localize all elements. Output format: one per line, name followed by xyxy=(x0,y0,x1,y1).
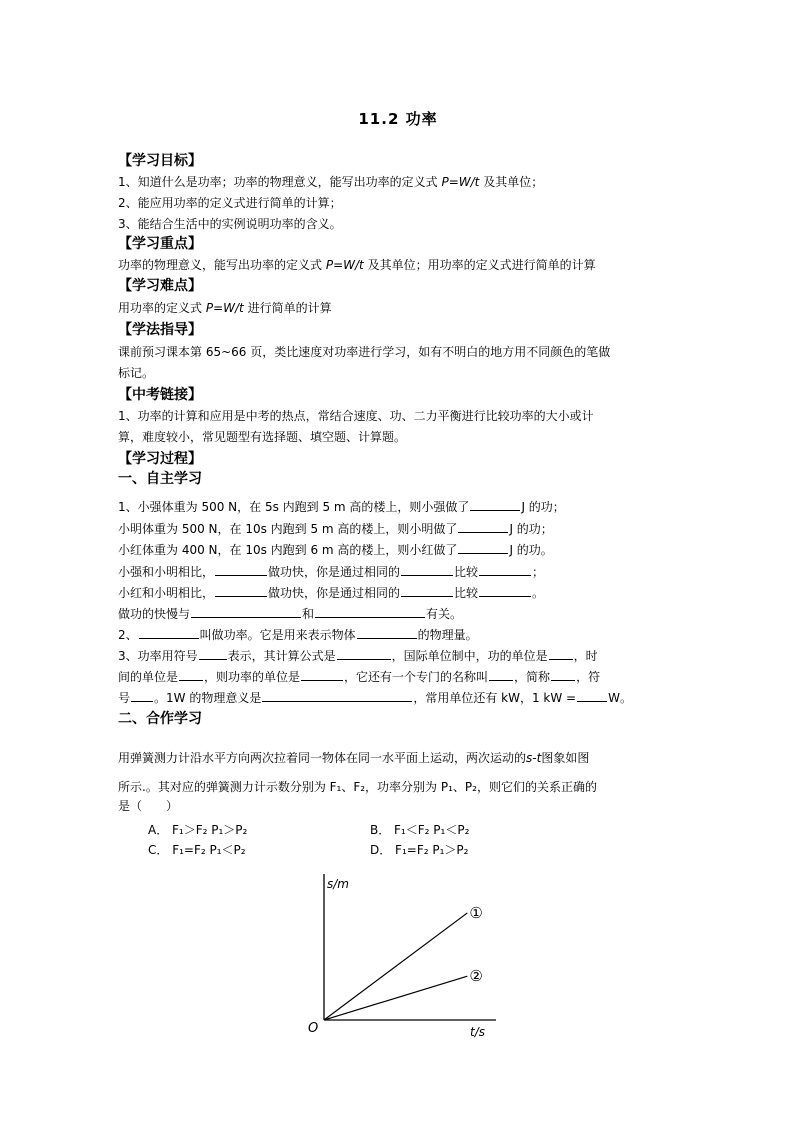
coop-question-line-1 xyxy=(118,750,589,766)
question-1a xyxy=(118,498,565,515)
q3a-c: ，国际单位制中，功的单位是 xyxy=(391,649,548,663)
exam-header: 【中考链接】 xyxy=(118,387,202,403)
answer-blank[interactable] xyxy=(458,541,508,554)
answer-blank[interactable] xyxy=(215,563,267,576)
q3a-b: 表示，其计算公式是 xyxy=(227,649,336,663)
q1a-unit: J 的功； xyxy=(521,500,565,514)
answer-blank[interactable] xyxy=(301,668,343,681)
q2-a: 2、 xyxy=(118,628,138,642)
difficulty-text-b: 进行简单的计算 xyxy=(247,301,332,315)
process-header: 【学习过程】 xyxy=(118,451,202,467)
answer-blank[interactable] xyxy=(401,584,453,597)
key-points-text-b: 及其单位；用功率的定义式进行简单的计算 xyxy=(367,258,596,272)
q3b-e: ，符 xyxy=(576,670,601,684)
answer-blank[interactable] xyxy=(479,563,531,576)
key-points-header: 【学习重点】 xyxy=(118,236,202,252)
compare-2-a: 小红和小明相比， xyxy=(118,586,215,600)
difficulty-text xyxy=(118,300,332,316)
q2-b: 叫做功率。它是用来表示物体 xyxy=(199,628,356,642)
speed-b: 和 xyxy=(302,607,315,621)
answer-blank[interactable] xyxy=(139,626,199,639)
series-label-2: ② xyxy=(469,967,483,986)
q1c-unit: J 的功。 xyxy=(509,543,553,557)
answer-blank[interactable] xyxy=(489,668,513,681)
objective-1 xyxy=(118,174,543,190)
x-axis-label: t/s xyxy=(470,1025,485,1039)
origin-label: O xyxy=(308,1021,319,1036)
compare-2-c: 比较 xyxy=(454,586,479,600)
choice-c[interactable]: C． F₁=F₂ P₁＜P₂ xyxy=(148,843,246,857)
question-3c xyxy=(118,689,632,706)
compare-1-d: ； xyxy=(532,565,545,579)
cooperation-heading: 二、合作学习 xyxy=(118,711,202,727)
difficulty-text-a: 用功率的定义式 xyxy=(118,301,203,315)
q3b-d: ，简称 xyxy=(514,670,551,684)
answer-blank[interactable] xyxy=(179,668,203,681)
answer-blank[interactable] xyxy=(315,605,425,618)
speed-a: 做功的快慢与 xyxy=(118,607,191,621)
coop-question-line-2: 所示.。其对应的弹簧测力计示数分别为 F₁、F₂，功率分别为 P₁、P₂，则它们的关系正确的 xyxy=(118,780,597,794)
method-header: 【学法指导】 xyxy=(118,322,202,338)
self-study-heading: 一、自主学习 xyxy=(118,471,202,487)
objective-1-tail: 及其单位； xyxy=(483,175,544,189)
choice-d[interactable]: D． F₁=F₂ P₁＞P₂ xyxy=(370,843,469,857)
exam-line-1: 1、功率的计算和应用是中考的热点，常结合速度、功、二力平衡进行比较功率的大小或计 xyxy=(118,409,594,423)
page-title: 11.2 功率 xyxy=(358,110,438,128)
series-line-2 xyxy=(324,976,467,1020)
q1c-text: 小红体重为 400 N，在 10s 内跑到 6 m 高的楼上，则小红做了 xyxy=(118,543,458,557)
objectives-header: 【学习目标】 xyxy=(118,153,202,169)
q1b-text: 小明体重为 500 N，在 10s 内跑到 5 m 高的楼上，则小明做了 xyxy=(118,522,458,536)
q3c-d: W。 xyxy=(608,691,632,705)
q3c-b: 。1W 的物理意义是 xyxy=(154,691,262,705)
exam-line-2: 算，难度较小，常见题型有选择题、填空题、计算题。 xyxy=(118,430,407,444)
series-label-1: ① xyxy=(469,903,483,922)
answer-blank[interactable] xyxy=(470,498,520,511)
formula: P=W/t xyxy=(325,258,364,272)
compare-1-c: 比较 xyxy=(454,565,479,579)
question-1c xyxy=(118,541,553,558)
choice-b[interactable]: B． F₁＜F₂ P₁＜P₂ xyxy=(370,823,470,837)
q2-c: 的物理量。 xyxy=(417,628,478,642)
answer-blank[interactable] xyxy=(337,647,391,660)
q3a-a: 3、功率用符号 xyxy=(118,649,198,663)
s-t-graph xyxy=(300,864,520,1044)
q3c-a: 号 xyxy=(118,691,131,705)
coop-l1-b: 图象如图 xyxy=(541,751,590,765)
choice-a[interactable]: A． F₁＞F₂ P₁＞P₂ xyxy=(148,823,248,837)
speed-question xyxy=(118,605,462,622)
difficulty-header: 【学习难点】 xyxy=(118,278,202,294)
q3b-c: ，它还有一个专门的名称叫 xyxy=(344,670,489,684)
q3c-c: ，常用单位还有 kW，1 kW = xyxy=(413,691,577,705)
compare-1 xyxy=(118,563,544,580)
st-label: s-t xyxy=(526,751,542,765)
answer-blank[interactable] xyxy=(199,647,227,660)
method-line-1: 课前预习课本第 65~66 页，类比速度对功率进行学习，如有不明白的地方用不同颜色的笔做 xyxy=(118,345,611,359)
answer-blank[interactable] xyxy=(549,647,573,660)
answer-blank[interactable] xyxy=(577,689,607,702)
objective-1-text: 1、知道什么是功率；功率的物理意义，能写出功率的定义式 xyxy=(118,175,438,189)
compare-1-a: 小强和小明相比， xyxy=(118,565,215,579)
answer-blank[interactable] xyxy=(262,689,412,702)
q3a-d: ，时 xyxy=(573,649,598,663)
compare-2-d: 。 xyxy=(532,586,545,600)
formula: P=W/t xyxy=(205,301,244,315)
question-2 xyxy=(118,626,478,643)
compare-2 xyxy=(118,584,544,601)
answer-blank[interactable] xyxy=(551,668,575,681)
speed-c: 有关。 xyxy=(426,607,463,621)
method-line-2: 标记。 xyxy=(118,366,155,380)
q3b-b: ，则功率的单位是 xyxy=(204,670,301,684)
question-3b xyxy=(118,668,600,685)
answer-blank[interactable] xyxy=(458,520,508,533)
question-3a xyxy=(118,647,598,664)
compare-1-b: 做功快，你是通过相同的 xyxy=(268,565,401,579)
key-points-text xyxy=(118,257,596,273)
answer-blank[interactable] xyxy=(479,584,531,597)
y-axis-label: s/m xyxy=(327,877,349,891)
answer-blank[interactable] xyxy=(215,584,267,597)
answer-blank[interactable] xyxy=(191,605,301,618)
answer-blank[interactable] xyxy=(401,563,453,576)
question-1b xyxy=(118,520,553,537)
compare-2-b: 做功快，你是通过相同的 xyxy=(268,586,401,600)
formula: P=W/t xyxy=(441,175,480,189)
answer-blank[interactable] xyxy=(357,626,417,639)
q3b-a: 间的单位是 xyxy=(118,670,179,684)
objective-3: 3、能结合生活中的实例说明功率的含义。 xyxy=(118,217,342,231)
objective-2: 2、能应用功率的定义式进行简单的计算； xyxy=(118,196,342,210)
coop-l1-a: 用弹簧测力计沿水平方向两次拉着同一物体在同一水平面上运动，两次运动的 xyxy=(118,751,527,765)
series-line-1 xyxy=(324,913,467,1020)
coop-question-line-3: 是（ ） xyxy=(118,799,179,813)
q1a-text: 1、小强体重为 500 N，在 5s 内跑到 5 m 高的楼上，则小强做了 xyxy=(118,500,470,514)
key-points-text-a: 功率的物理意义，能写出功率的定义式 xyxy=(118,258,323,272)
q1b-unit: J 的功； xyxy=(509,522,553,536)
answer-blank[interactable] xyxy=(131,689,153,702)
